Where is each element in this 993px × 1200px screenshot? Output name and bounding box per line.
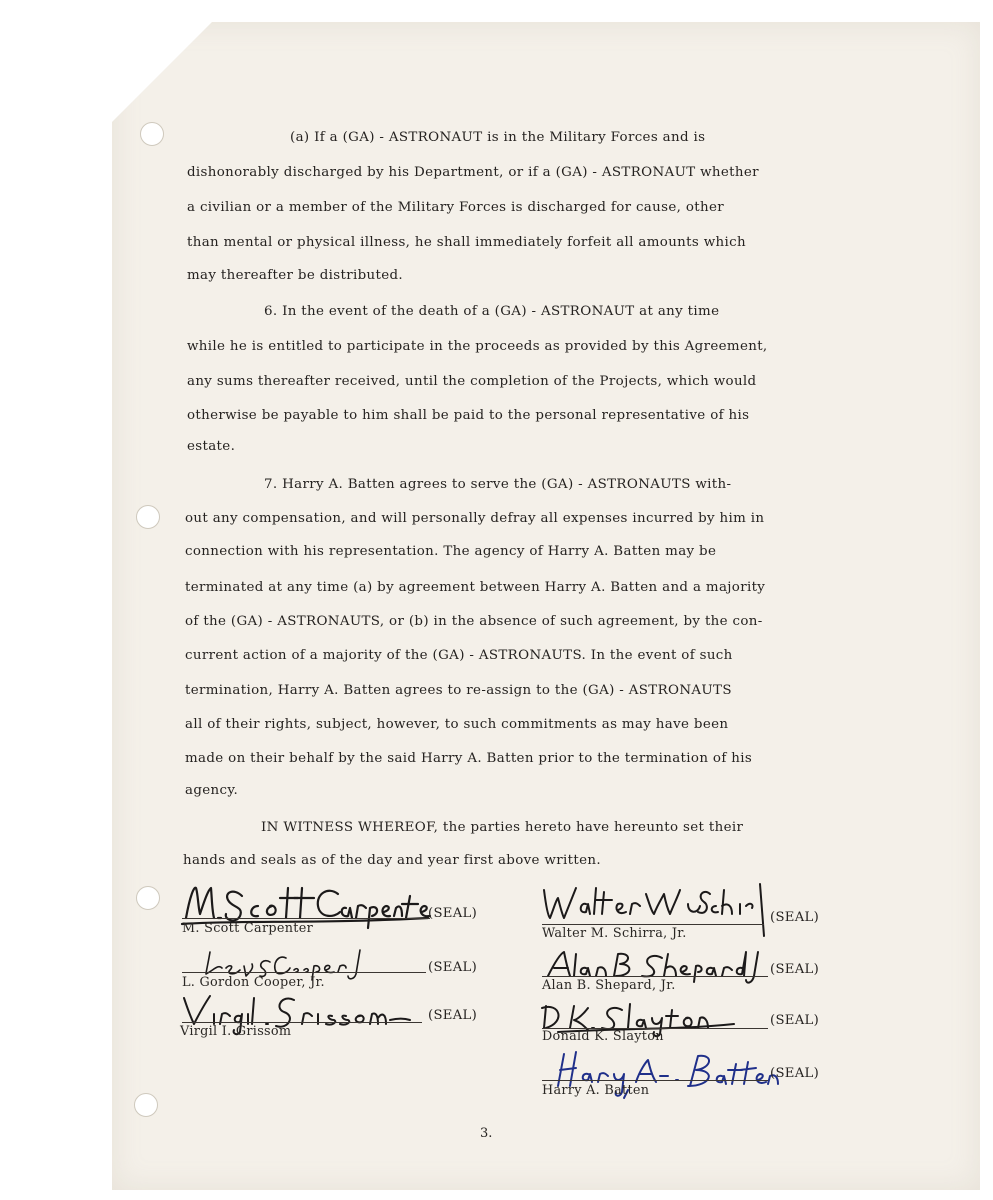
paragraph-7-line: current action of a majority of the (GA) - ASTRONAUTS. In the event of such bbox=[185, 648, 733, 663]
paragraph-7-line: of the (GA) - ASTRONAUTS, or (b) in the absence of such agreement, by the con- bbox=[185, 614, 763, 629]
paragraph-7-line: all of their rights, subject, however, to such commitments as may have been bbox=[185, 717, 729, 732]
paragraph-6-line: otherwise be payable to him shall be paid to the personal representative of his bbox=[187, 408, 750, 423]
paragraph-7-line: termination, Harry A. Batten agrees to re-assign to the (GA) - ASTRONAUTS bbox=[185, 683, 732, 698]
page-number: 3. bbox=[480, 1126, 493, 1141]
paragraph-6-line: estate. bbox=[187, 439, 236, 454]
printed-name-schirra: Walter M. Schirra, Jr. bbox=[542, 926, 687, 941]
witness-line: IN WITNESS WHEREOF, the parties hereto have hereunto set their bbox=[261, 820, 744, 835]
paragraph-6-line: any sums thereafter received, until the completion of the Projects, which would bbox=[187, 374, 757, 389]
seal-label: (SEAL) bbox=[428, 906, 478, 921]
seal-label: (SEAL) bbox=[770, 1013, 820, 1028]
printed-name-cooper: L. Gordon Cooper, Jr. bbox=[182, 975, 325, 990]
seal-label: (SEAL) bbox=[770, 910, 820, 925]
paragraph-a-line: (a) If a (GA) - ASTRONAUT is in the Military Forces and is bbox=[290, 130, 706, 145]
signature-line bbox=[182, 1022, 422, 1023]
binder-hole-top bbox=[140, 122, 164, 146]
paragraph-6-line: while he is entitled to participate in the proceeds as provided by this Agreement, bbox=[187, 339, 768, 354]
binder-hole-lower bbox=[136, 886, 160, 910]
signature-line bbox=[542, 1080, 768, 1081]
paragraph-7-line: out any compensation, and will personally defray all expenses incurred by him in bbox=[185, 511, 765, 526]
signature-line bbox=[182, 918, 430, 919]
paragraph-7-line: connection with his representation. The agency of Harry A. Batten may be bbox=[185, 544, 717, 559]
binder-hole-middle bbox=[136, 505, 160, 529]
signature-line bbox=[182, 972, 426, 973]
binder-hole-bottom bbox=[134, 1093, 158, 1117]
paragraph-a-line: may thereafter be distributed. bbox=[187, 268, 404, 283]
printed-name-carpenter: M. Scott Carpenter bbox=[182, 921, 314, 936]
paragraph-a-line: a civilian or a member of the Military Forces is discharged for cause, other bbox=[187, 200, 724, 215]
printed-name-grissom: Virgil I. Grissom bbox=[180, 1024, 292, 1039]
paragraph-7-line: made on their behalf by the said Harry A. Batten prior to the termination of his bbox=[185, 751, 753, 766]
seal-label: (SEAL) bbox=[428, 1008, 478, 1023]
printed-name-batten: Harry A. Batten bbox=[542, 1083, 650, 1098]
paragraph-a-line: than mental or physical illness, he shall immediately forfeit all amounts which bbox=[187, 235, 746, 250]
printed-name-slayton: Donald K. Slayton bbox=[542, 1029, 664, 1044]
signature-line bbox=[542, 924, 764, 925]
paragraph-7-line: terminated at any time (a) by agreement between Harry A. Batten and a majority bbox=[185, 580, 766, 595]
witness-line: hands and seals as of the day and year first above written. bbox=[183, 853, 601, 868]
seal-label: (SEAL) bbox=[770, 962, 820, 977]
printed-name-shepard: Alan B. Shepard, Jr. bbox=[542, 978, 676, 993]
paragraph-a-line: dishonorably discharged by his Department, or if a (GA) - ASTRONAUT whether bbox=[187, 165, 759, 180]
signature-line bbox=[542, 976, 768, 977]
paragraph-6-line: 6. In the event of the death of a (GA) - ASTRONAUT at any time bbox=[264, 304, 720, 319]
seal-label: (SEAL) bbox=[770, 1066, 820, 1081]
paragraph-7-line: 7. Harry A. Batten agrees to serve the (GA) - ASTRONAUTS with- bbox=[264, 477, 732, 492]
seal-label: (SEAL) bbox=[428, 960, 478, 975]
paragraph-7-line: agency. bbox=[185, 783, 239, 798]
